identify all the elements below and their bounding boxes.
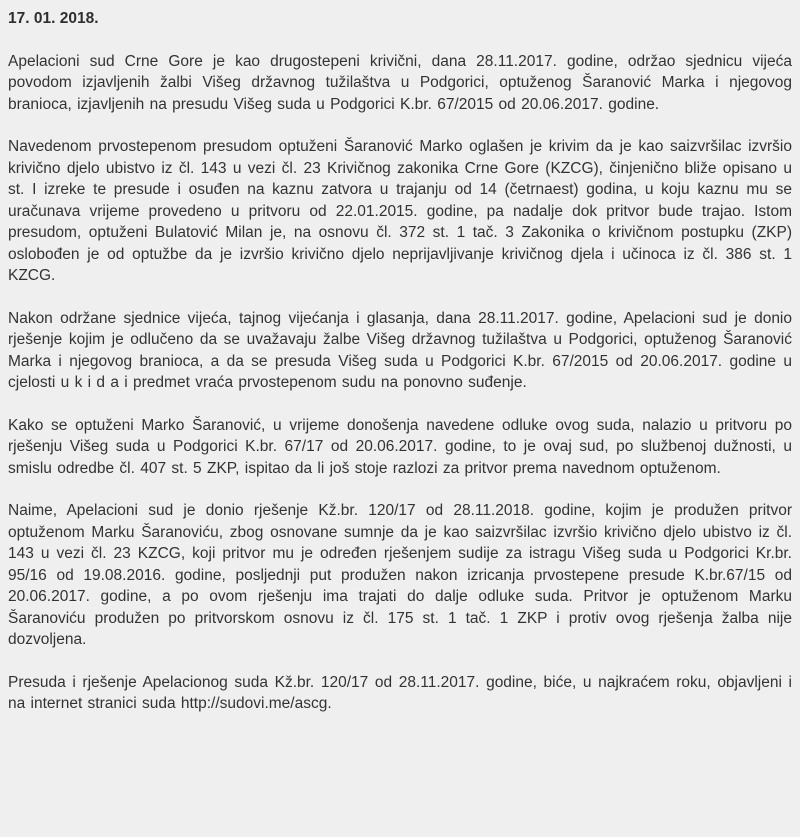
- paragraph-first-instance-verdict: Navedenom prvostepenom presudom optuženi Šaranović Marko oglašen je krivim da je kao saizvršilac izvršio krivično djelo ubistvo iz čl. 143 u vezi čl. 23 Krivičnog zakonika Crne Gore (KZCG), činjenično bliže opisano u st. I izreke te presude i osuđen na kaznu zatvora u trajanju od 14 (četrnaest) godina, u koju kaznu mu se uračunava vrijeme provedeno u pritvoru od 22.01.2015. godine, pa nadalje dok pritvor bude trajao. Istom presudom, optuženi Bulatović Milan je, na osnovu čl. 372 st. 1 tač. 3 Zakonika o krivičnom postupku (ZKP) oslobođen je od optužbe da je izvršio krivično djelo neprijavljivanje krivičnog djela i učinoca iz čl. 386 st. 1 KZCG.: [8, 138, 792, 284]
- announcement-body: [8, 51, 792, 715]
- paragraph-session-held: Apelacioni sud Crne Gore je kao drugostepeni krivični, dana 28.11.2017. godine, održao sjednicu vijeća povodom izjavljenih žalbi Višeg državnog tužilaštva u Podgorici, optuženog Šaranović Marka i njegovog branioca, izjavljenih na presudu Višeg suda u Podgorici K.br. 67/2015 od 20.06.2017. godine.: [8, 52, 792, 113]
- paragraph-detention-review: Kako se optuženi Marko Šaranović, u vrijeme donošenja navedene odluke ovog suda, nalazio u pritvoru po rješenju Višeg suda u Podgorici K.br. 67/17 od 20.06.2017. godine, to je ovaj sud, po službenoj dužnosti, u smislu odredbe čl. 407 st. 5 ZKP, ispitao da li još stoje razlozi za pritvor prema navednom optuženom.: [8, 416, 792, 477]
- paragraph-appeal-decision: Nakon održane sjednice vijeća, tajnog vijećanja i glasanja, dana 28.11.2017. godine, Apelacioni sud je donio rješenje kojim je odlučeno da se uvažavaju žalbe Višeg državnog tužilaštva u Podgorici, optuženog Šaranović Marka i njegovog branioca, a da se presuda Višeg suda u Podgorici K.br. 67/2015 od 20.06.2017. godine u cjelosti u k i d a i predmet vraća prvostepenom sudu na ponovno suđenje.: [8, 309, 792, 391]
- date-heading: 17. 01. 2018.: [8, 10, 99, 27]
- paragraph-publication-notice: Presuda i rješenje Apelacionog suda Kž.br. 120/17 od 28.11.2017. godine, biće, u najkraćem roku, objavljeni i na internet stranici suda http://sudovi.me/ascg.: [8, 673, 792, 712]
- paragraph-detention-extension: Naime, Apelacioni sud je donio rješenje Kž.br. 120/17 od 28.11.2018. godine, kojim je produžen pritvor optuženom Marku Šaranoviću, zbog osnovane sumnje da je kao saizvršilac izvršio krivično djelo ubistvo iz čl. 143 u vezi čl. 23 KZCG, koji pritvor mu je određen rješenjem sudije za istragu Višeg suda u Podgorici Kr.br. 95/16 od 19.08.2016. godine, posljednji put produžen nakon izricanja prvostepene presude K.br.67/15 od 20.06.2017. godine, a po ovom rješenju ima trajati do dalje odluke suda. Pritvor je optuženom Marku Šaranoviću produžen po pritvorskom osnovu iz čl. 175 st. 1 tač. 1 ZKP i protiv ovog rješenja žalba nije dozvoljena.: [8, 502, 792, 648]
